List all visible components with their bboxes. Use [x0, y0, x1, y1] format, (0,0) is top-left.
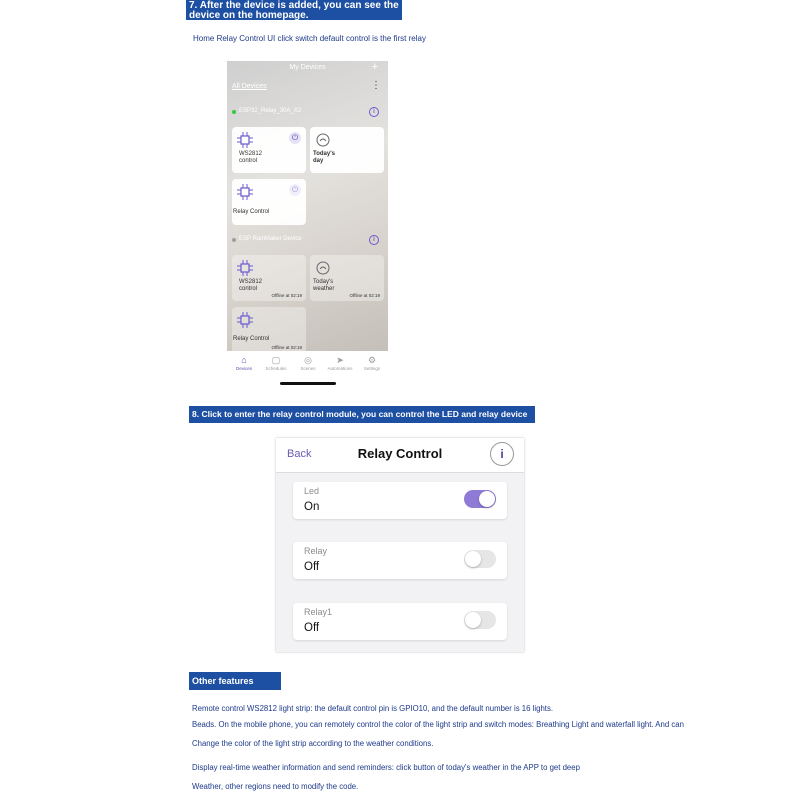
plus-icon[interactable]: + — [371, 61, 378, 73]
led-toggle[interactable] — [464, 490, 496, 508]
paragraph-line: Weather, other regions need to modify the code. — [192, 782, 359, 791]
more-menu-icon[interactable]: ⋮ — [371, 80, 381, 91]
card-label-line1: Today's — [313, 279, 334, 285]
scenes-icon: ◎ — [304, 355, 312, 365]
device2-info-icon[interactable]: i — [369, 235, 379, 245]
device1-name: ESP32_Relay_30A_X2 — [239, 108, 302, 114]
card-todays-weather-offline[interactable] — [310, 255, 384, 301]
chip-icon — [237, 132, 253, 148]
step7-heading-line2: device on the homepage. — [189, 10, 309, 21]
info-icon[interactable]: i — [490, 442, 514, 466]
home-icon: ⌂ — [241, 355, 247, 365]
chip-icon — [237, 184, 253, 200]
tab-label: Automations — [327, 366, 353, 371]
paragraph-line: Beads. On the mobile phone, you can remotely control the color of the light strip and switch modes: Breathing Light and waterfall light. And can — [192, 720, 684, 729]
weather-icon — [315, 260, 331, 276]
tab-label: Schedules — [265, 366, 287, 371]
relay1-toggle[interactable] — [464, 611, 496, 629]
tab-settings[interactable] — [356, 355, 388, 371]
param-name: Relay — [304, 546, 328, 556]
card-label-line1: Today's — [313, 151, 335, 157]
calendar-icon: ▢ — [271, 355, 281, 365]
relay-control-screen — [276, 438, 524, 652]
tab-automations[interactable] — [324, 355, 356, 371]
card-ws2812-control[interactable] — [232, 127, 306, 173]
card-relay-control-offline[interactable] — [232, 307, 306, 353]
card-label — [239, 151, 262, 165]
param-value: Off — [304, 561, 320, 573]
tab-label: Scenes — [300, 366, 316, 371]
tab-scenes[interactable] — [292, 355, 324, 371]
device1-info-icon[interactable]: i — [369, 107, 379, 117]
param-value: Off — [304, 622, 320, 634]
card-label-line2: weather — [313, 286, 335, 292]
offline-status-dot — [232, 238, 236, 242]
card-relay-control[interactable] — [232, 179, 306, 225]
tab-label: Devices — [235, 366, 252, 371]
phone-screenshot — [227, 61, 388, 391]
toggle-knob — [465, 551, 481, 567]
automation-icon: ➤ — [336, 355, 344, 365]
offline-status: Offline at 02:19 — [349, 293, 380, 298]
paragraph-line: Display real-time weather information and send reminders: click button of today's weather in the APP to get deep — [192, 763, 580, 772]
power-icon[interactable]: ⏻ — [289, 132, 301, 144]
relay-title: Relay Control — [357, 446, 443, 461]
offline-status: Offline at 02:19 — [271, 345, 302, 350]
param-row-relay — [293, 542, 507, 579]
card-label-line2: control — [239, 158, 258, 164]
back-button[interactable]: Back — [287, 448, 312, 460]
card-label-line1: WS2812 — [239, 279, 263, 285]
card-label — [239, 279, 262, 293]
paragraph-line: Change the color of the light strip according to the weather conditions. — [192, 739, 434, 748]
phone-title: My Devices — [289, 64, 326, 71]
step8-heading: 8. Click to enter the relay control module, you can control the LED and relay device — [189, 406, 535, 423]
other-features-heading: Other features — [189, 672, 281, 690]
card-label: Relay Control — [233, 209, 270, 215]
offline-status: Offline at 02:19 — [271, 293, 302, 298]
tab-bar — [227, 351, 388, 391]
step7-heading-line1: 7. After the device is added, you can see the — [189, 0, 399, 11]
chip-icon — [237, 312, 253, 328]
card-label-line2: control — [239, 286, 258, 292]
tab-schedules[interactable] — [260, 355, 292, 371]
device2-name: ESP RainMaker Device — [239, 236, 302, 242]
param-name: Relay1 — [304, 607, 333, 617]
param-row-relay1 — [293, 603, 507, 640]
tab-label: Settings — [363, 366, 381, 371]
relay-toggle[interactable] — [464, 550, 496, 568]
step7-heading — [186, 0, 402, 20]
online-status-dot — [232, 110, 236, 114]
relay-header — [276, 438, 524, 473]
param-value: On — [304, 501, 320, 513]
card-label — [313, 279, 334, 293]
toggle-knob — [479, 491, 495, 507]
card-label: Relay Control — [233, 336, 270, 342]
chip-icon — [237, 260, 253, 276]
all-devices-link[interactable]: All Devices — [232, 83, 267, 90]
card-label — [313, 151, 335, 165]
weather-icon — [315, 132, 331, 148]
card-todays-day[interactable] — [310, 127, 384, 173]
gear-icon: ⚙ — [367, 355, 377, 365]
param-name: Led — [304, 486, 320, 496]
paragraph-line: Remote control WS2812 light strip: the default control pin is GPIO10, and the default number is 16 lights. — [192, 704, 554, 713]
card-ws2812-control-offline[interactable] — [232, 255, 306, 301]
card-label-line1: WS2812 — [239, 151, 263, 157]
param-row-led — [293, 482, 507, 519]
tab-devices[interactable] — [228, 355, 260, 371]
home-indicator — [280, 382, 336, 385]
power-icon[interactable]: ⏻ — [289, 184, 301, 196]
toggle-knob — [465, 612, 481, 628]
step7-caption: Home Relay Control UI click switch default control is the first relay — [193, 34, 426, 43]
card-label-line2: day — [313, 158, 324, 164]
